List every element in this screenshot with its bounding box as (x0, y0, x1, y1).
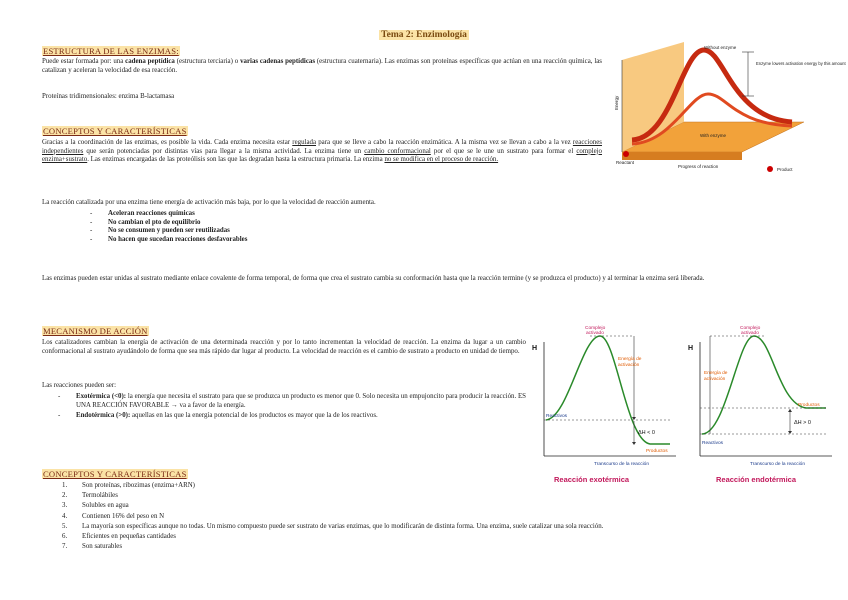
exo-energy-label: Energía de activación (618, 357, 642, 368)
label-reactant: Reactant (616, 160, 635, 165)
product-icon (767, 166, 773, 172)
label-progress: Progress of reaction (678, 164, 719, 169)
endo-complex-label: Complejo activado (740, 326, 761, 336)
label-product: Product (777, 167, 793, 172)
list-item: 5. La mayoría son específicas aunque no todas. Un mismo compuesto puede ser sustrato de varias enzimas, que lo modificarán de distinta forma. Una enzima, suele catalizar una sola reacción. (62, 522, 604, 530)
label-without-enzyme: Without enzyme (704, 45, 737, 50)
exo-reactivos-label: Reactivos (546, 414, 568, 419)
list-item: - No cambian el pto de equilibrio (90, 219, 490, 228)
endo-h-label: H (688, 345, 694, 352)
endo-energy-label: Energía de activación (704, 371, 728, 382)
list-tipos-reaccion (58, 393, 526, 421)
list-item: - Aceleran reacciones químicas (90, 210, 490, 219)
paragraph-coordinacion: Gracias a la coordinación de las enzimas, es posible la vida. Cada enzima necesita estar regulada para que se lleve a cabo la reacción enzimática. A la misma vez se llevan a cabo a la vez reacciones independientes que serán potenciadas por distintas vías para llegar a la misma actividad. La enzima tiene un cambio conformacional por el que se le une un sustrato para formar el complejo enzima+sustrato. Las enzimas encargadas de las proteólisis son las que las degradan hasta la estructura primaria. La enzima no se modifica en el proceso de reacción. (42, 139, 602, 164)
list-item: - No se consumen y pueden ser reutilizadas (90, 227, 490, 236)
endo-caption: Reacción endotérmica (716, 475, 797, 484)
label-lowers: Enzyme lowers activation energy by this amount (756, 61, 846, 66)
list-item: 2. Termolábiles (62, 492, 118, 500)
paragraph-estructura: Puede estar formada por: una cadena peptídica (estructura terciaria) o varias cadenas peptídicas (estructura cuaternaria). Las enzimas son proteínas específicas que actúan en una reacción química, las catalizan y aceleran la velocidad de esa reacción. (42, 58, 602, 74)
page-title: Tema 2: Enzimología (381, 30, 467, 40)
reactant-icon (623, 151, 629, 157)
list-item: 6. Eficientes en pequeñas cantidades (62, 533, 176, 541)
exo-h-label: H (532, 345, 538, 352)
exo-complex-label: Complejo activado (585, 326, 606, 336)
exo-caption: Reacción exotérmica (554, 475, 630, 484)
exo-energy-curve (546, 336, 670, 444)
label-with-enzyme: With enzyme (700, 133, 727, 138)
paragraph-reacciones: Las reacciones pueden ser: (42, 382, 117, 389)
exo-productos-label: Productos (646, 449, 668, 454)
heading-mecanismo: MECANISMO DE ACCIÓN (43, 326, 148, 336)
list-item-exotermica: - Exotérmica (<0): la energía que necesita el sustrato para que se produzca un producto es menor que 0. Solo necesita un empujoncito para producir la reacción. ES UNA REACCIÓN FAVORABLE → va a favor de la energía. (58, 393, 526, 410)
heading-conceptos-1: CONCEPTOS Y CARACTERÍSTICAS (43, 126, 187, 136)
list-item: - No hacen que sucedan reacciones desfavorables (90, 236, 490, 245)
list-item: 3. Solubles en agua (62, 502, 129, 510)
activation-energy-figure (612, 40, 846, 190)
list-item: 1. Son proteínas, ribozimas (enzima+ARN) (62, 482, 195, 489)
list-caracteristicas (62, 481, 832, 552)
paragraph-catalizadores: Los catalizadores cambian la energía de activación de una determinada reacción y por lo tanto incrementan la velocidad de reacción. La enzima da lugar a un cambio conformacional al sustrato ayudándolo de forma que sea más rápido dar lugar al producto. La velocidad de reacción es el cambio de sustrato a producto en unidad de tiempo. (42, 339, 526, 355)
endo-xaxis-label: Transcurso de la reacción (750, 462, 806, 467)
list-item-endotermica: - Endotérmica (>0): aquellas en las que la energía potencial de los productos es mayor que la de los reactivos. (58, 412, 526, 421)
exothermic-diagram (530, 322, 680, 490)
paragraph-activacion: La reacción catalizada por una enzima tiene energía de activación más baja, por lo que la velocidad de reacción aumenta. (42, 199, 376, 206)
endo-delta-label: ΔH > 0 (794, 420, 811, 426)
list-item: 4. Contienen 16% del peso en N (62, 512, 165, 520)
paragraph-tridimensional: Proteínas tridimensionales: enzima B-lactamasa (42, 93, 175, 100)
exo-xaxis-label: Transcurso de la reacción (594, 462, 650, 467)
list-propiedades (90, 210, 490, 244)
heading-estructura: ESTRUCTURA DE LAS ENZIMAS: (43, 46, 179, 56)
exo-delta-label: ΔH < 0 (638, 430, 655, 436)
list-item: 7. Son saturables (62, 543, 122, 551)
endothermic-diagram (686, 322, 836, 490)
endo-productos-label: Productos (798, 403, 820, 408)
heading-conceptos-2: CONCEPTOS Y CARACTERÍSTICAS (43, 469, 187, 479)
label-energy-axis: Energy (614, 95, 619, 110)
paragraph-covalente: Las enzimas pueden estar unidas al sustrato mediante enlace covalente de forma temporal, de forma que crea el sustrato cambia su conformación hasta que la reacción termine (y se produzca el producto) y al terminar la enzima será liberada. (42, 275, 705, 282)
endo-reactivos-label: Reactivos (702, 441, 724, 446)
